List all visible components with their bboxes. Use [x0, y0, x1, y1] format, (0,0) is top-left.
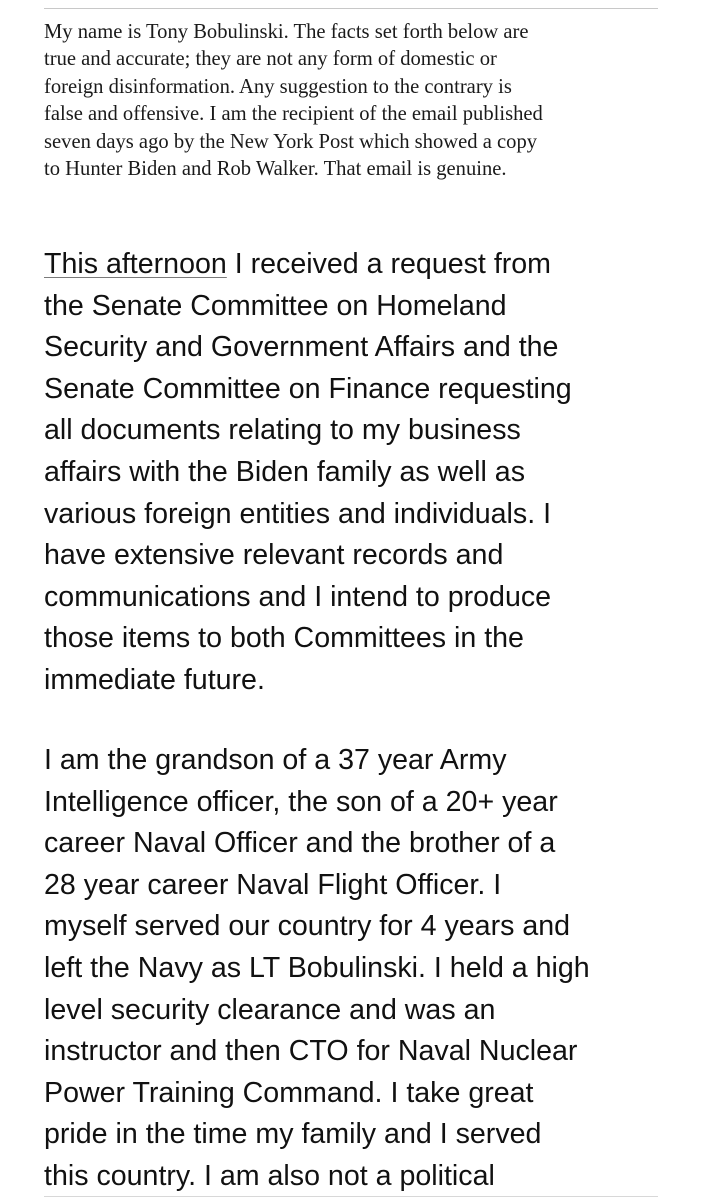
body-line: those items to both Committees in the: [44, 622, 524, 655]
body-line: level security clearance and was an: [44, 993, 496, 1026]
quoted-line: seven days ago by the New York Post which showed a copy: [44, 130, 538, 153]
body-line: communications and I intend to produce: [44, 580, 552, 613]
top-divider: [44, 8, 658, 9]
body-line: Power Training Command. I take great: [44, 1076, 534, 1109]
body-line: have extensive relevant records and: [44, 539, 504, 572]
quoted-line: false and offensive. I am the recipient of the email published: [44, 103, 543, 126]
body-line: all documents relating to my business: [44, 414, 521, 447]
quoted-line: My name is Tony Bobulinski. The facts set forth below are: [44, 21, 529, 43]
body-line: affairs with the Biden family as well as: [44, 455, 526, 488]
body-line: Intelligence officer, the son of a 20+ year: [44, 785, 558, 818]
body-line: immediate future.: [44, 663, 265, 696]
quoted-line: foreign disinformation. Any suggestion to the contrary is: [44, 75, 512, 98]
body-line: [44, 244, 704, 286]
body-line: 28 year career Naval Flight Officer. I: [44, 868, 502, 901]
body-line: I am the grandson of a 37 year Army: [44, 744, 507, 776]
body-line: the Senate Committee on Homeland: [44, 289, 507, 322]
body-line: this country. I am also not a political: [44, 1159, 495, 1192]
date-link[interactable]: This afternoon: [44, 248, 227, 280]
bottom-divider: [44, 1196, 658, 1197]
body-line: career Naval Officer and the brother of a: [44, 827, 556, 860]
paragraph-senate-request: [44, 244, 704, 702]
body-line: Senate Committee on Finance requesting: [44, 372, 572, 405]
paragraph-background: [44, 740, 704, 1198]
quoted-statement: [44, 19, 684, 183]
body-line: instructor and then CTO for Naval Nuclear: [44, 1035, 578, 1068]
body-line: various foreign entities and individuals. I: [44, 497, 552, 530]
body-line: left the Navy as LT Bobulinski. I held a high: [44, 951, 590, 984]
body-line: Security and Government Affairs and the: [44, 331, 559, 364]
body-line: myself served our country for 4 years and: [44, 910, 571, 943]
quoted-line: true and accurate; they are not any form of domestic or: [44, 48, 497, 71]
body-text: I received a request from: [226, 248, 552, 280]
quoted-line: to Hunter Biden and Rob Walker. That email is genuine.: [44, 158, 507, 181]
body-line: pride in the time my family and I served: [44, 1118, 542, 1151]
